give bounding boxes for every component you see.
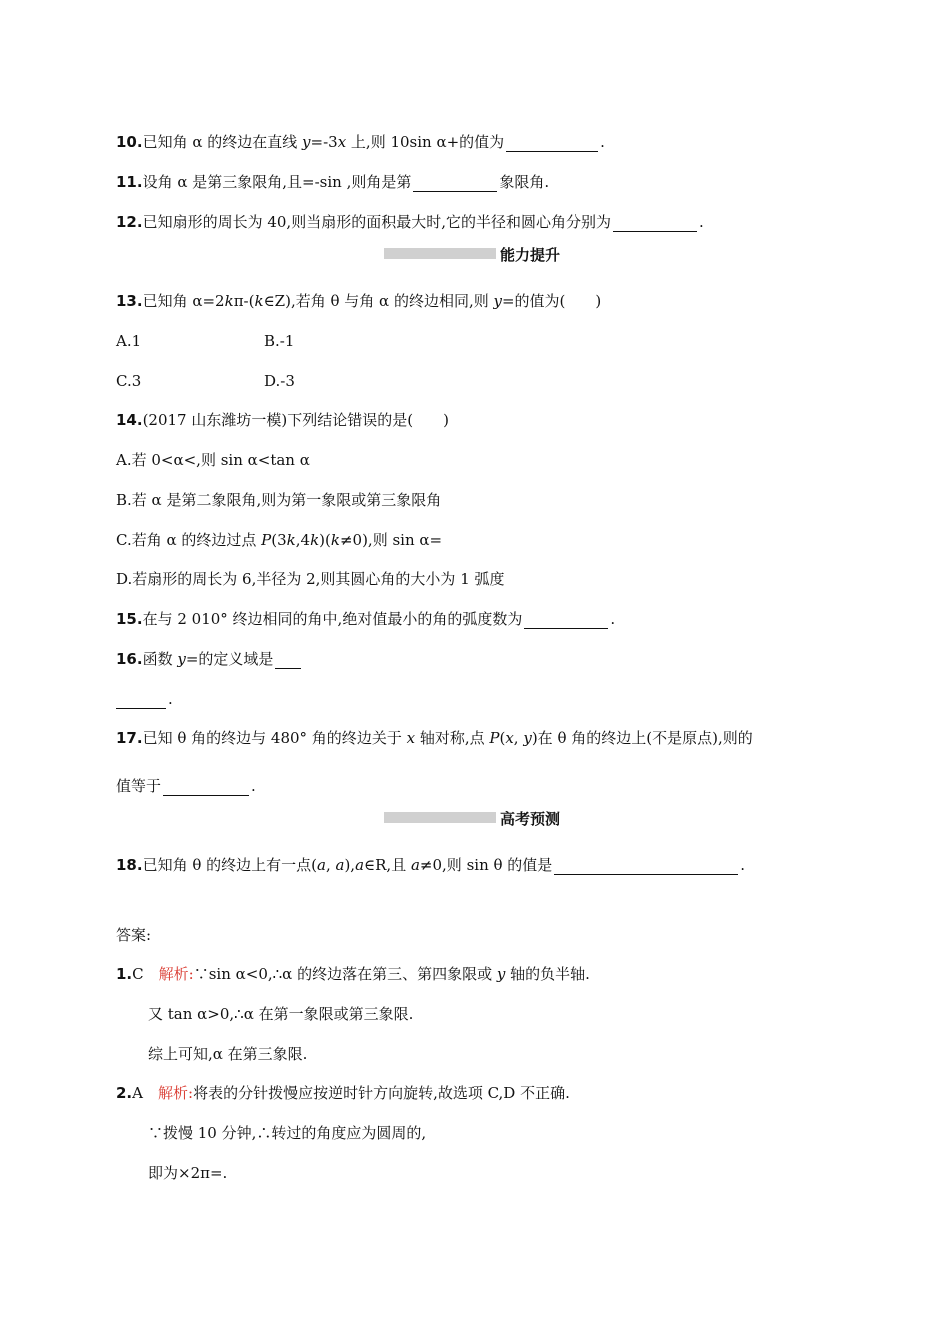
question-14: 14.(2017 山东潍坊一模)下列结论错误的是( ) [116,411,449,429]
answer-2-line-2: ∵拨慢 10 分钟,∴转过的角度应为圆周的, [148,1124,427,1142]
section-title: 高考预测 [500,810,561,828]
answer-2: 2.A 解析:将表的分针拨慢应按逆时针方向旋转,故选项 C,D 不正确. [116,1084,570,1102]
option-b: B.若 α 是第二象限角,则为第一象限或第三象限角 [116,491,442,509]
option-a: A.若 0<α<,则 sin α<tan α [116,451,310,469]
answer-blank[interactable] [275,652,301,669]
option-b: B.-1 [264,332,295,350]
answers-heading: 答案: [116,926,152,944]
analysis-label: 解析: [158,1084,194,1102]
question-16: 16.函数 y=的定义域是 [116,649,303,669]
option-c: C.3 [116,372,142,390]
question-16-continued: . [116,689,173,709]
question-18: 18.已知角 θ 的终边上有一点(a, a),a∈R,且 a≠0,则 sin θ 的值是 . [116,856,746,874]
option-a: A.1 [116,332,142,350]
answer-blank[interactable] [163,779,249,796]
option-d: D.若扇形的周长为 6,半径为 2,则其圆心角的大小为 1 弧度 [116,570,505,588]
section-title: 能力提升 [500,246,561,264]
answer-1: 1.C 解析:∵sin α<0,∴α 的终边落在第三、第四象限或 y 轴的负半轴. [116,965,590,983]
question-10: 10.已知角 α 的终边在直线 y=-3x 上,则 10sin α+的值为 . [116,133,605,151]
answer-blank[interactable] [524,612,608,629]
section-bar [384,812,496,823]
answer-blank[interactable] [506,135,598,152]
answer-blank[interactable] [613,215,697,232]
question-13: 13.已知角 α=2kπ-(k∈Z),若角 θ 与角 α 的终边相同,则 y=的值为( ) [116,292,602,310]
answer-blank[interactable] [554,858,738,875]
question-12: 12.已知扇形的周长为 40,则当扇形的面积最大时,它的半径和圆心角分别为 . [116,213,704,231]
answer-1-line-2: 又 tan α>0,∴α 在第一象限或第三象限. [148,1005,414,1023]
option-d: D.-3 [264,372,295,390]
question-17: 17.已知 θ 角的终边与 480° 角的终边关于 x 轴对称,点 P(x, y)在 θ 角的终边上(不是原点),则的 [116,729,753,747]
answer-2-line-3: 即为×2π=. [148,1164,228,1182]
question-17-continued: 值等于 . [116,777,256,795]
answer-blank[interactable] [413,175,497,192]
question-11: 11.设角 α 是第三象限角,且=-sin ,则角是第 象限角. [116,173,550,191]
answer-1-line-3: 综上可知,α 在第三象限. [148,1045,308,1063]
analysis-label: 解析: [158,965,194,983]
section-bar [384,248,496,259]
question-15: 15.在与 2 010° 终边相同的角中,绝对值最小的角的弧度数为 . [116,610,616,628]
answer-blank[interactable] [116,692,166,709]
option-c: C.若角 α 的终边过点 P(3k,4k)(k≠0),则 sin α= [116,531,443,549]
